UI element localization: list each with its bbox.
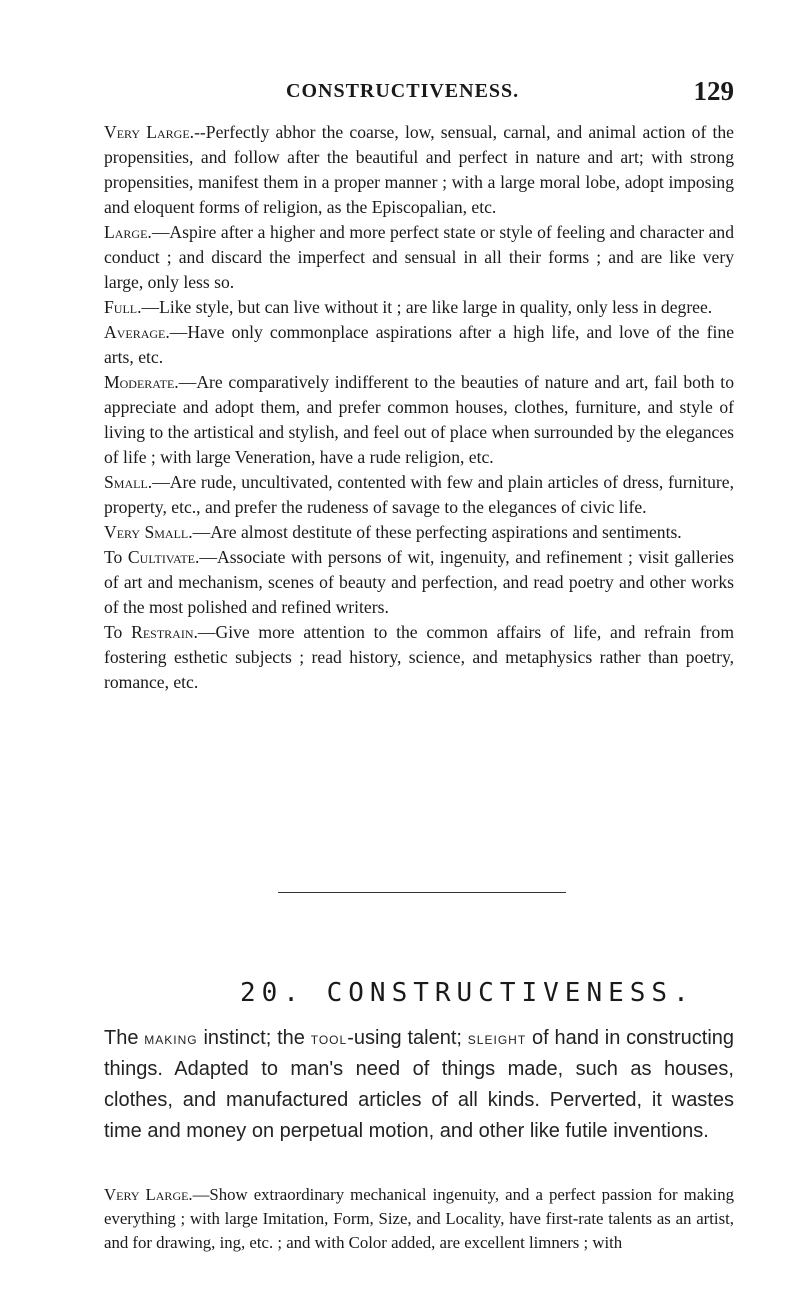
intro-text: instinct; the bbox=[197, 1027, 311, 1049]
entry-label: Restrain. bbox=[131, 622, 198, 642]
entry-text: —Aspire after a higher and more perfect state or style of feeling and character and conduct ; and discard the imperfect and sensual in all their forms ; and are like very large, only less so. bbox=[104, 222, 734, 292]
entry-large bbox=[104, 220, 734, 295]
entry-very-small bbox=[104, 520, 734, 545]
intro-keyword: making bbox=[144, 1029, 198, 1048]
entry-text: —Have only commonplace aspirations after a high life, and love of the fine arts, etc. bbox=[104, 322, 734, 367]
entry-very-large bbox=[104, 120, 734, 220]
entry-label: Large. bbox=[104, 222, 152, 242]
entry-label-prefix: To bbox=[104, 547, 128, 567]
entry-label: Small. bbox=[104, 472, 153, 492]
intro-keyword: sleight bbox=[467, 1029, 527, 1048]
entry-very-large bbox=[104, 1183, 734, 1255]
entry-label: Very Large. bbox=[104, 122, 195, 142]
entry-text: —Are rude, uncultivated, contented with few and plain articles of dress, furniture, property, etc., and prefer the rudeness of savage to the elegances of civic life. bbox=[104, 472, 734, 517]
entry-text: —Are almost destitute of these perfecting aspirations and sentiments. bbox=[192, 522, 682, 542]
entry-label: Average. bbox=[104, 322, 170, 342]
entry-text: —Associate with persons of wit, ingenuity, and refinement ; visit galleries of art and mechanism, scenes of beauty and perfection, and read poetry and other works of the most polished and refined writers. bbox=[104, 547, 735, 617]
entry-label: Full. bbox=[104, 297, 142, 317]
entry-label: Very Large. bbox=[104, 1185, 193, 1204]
ideality-entries bbox=[104, 120, 734, 695]
running-head bbox=[104, 76, 734, 106]
entry-text: —Give more attention to the common affairs of life, and refrain from fostering esthetic subjects ; read history, science, and metaphysics rather than poetry, romance, etc. bbox=[104, 622, 734, 692]
entry-label: Moderate. bbox=[104, 372, 179, 392]
intro-text: -using talent; bbox=[347, 1027, 468, 1049]
intro-paragraph bbox=[104, 1023, 734, 1147]
constructiveness-entries bbox=[104, 1183, 734, 1255]
entry-average bbox=[104, 320, 734, 370]
intro-text: The bbox=[104, 1027, 145, 1049]
entry-text: —Are comparatively indifferent to the beauties of nature and art, fail both to appreciate and adopt them, and prefer common houses, clothes, furniture, and style of living to the artistical and stylish, and feel out of place when surrounded by the elegances of life ; with large Veneration, have a rude religion, etc. bbox=[104, 372, 734, 467]
entry-small bbox=[104, 470, 734, 520]
entry-label: Very Small. bbox=[104, 522, 193, 542]
entry-label: Cultivate. bbox=[127, 547, 200, 567]
running-title: CONSTRUCTIVENESS. bbox=[286, 80, 520, 102]
section-divider bbox=[278, 892, 566, 893]
entry-moderate bbox=[104, 370, 734, 470]
entry-label-prefix: To bbox=[104, 622, 132, 642]
intro-keyword: tool bbox=[310, 1029, 348, 1048]
entry-text: —Show extraordinary mechanical ingenuity, and a perfect passion for making everything ; with large Imitation, Form, Size, and Locality, have first-rate talents as an artist, and for drawing, ing, etc. ; and with Color added, are excellent limners ; with bbox=[104, 1185, 734, 1252]
entry-full bbox=[104, 295, 734, 320]
entry-text: --Perfectly abhor the coarse, low, sensual, carnal, and animal action of the propensities, and follow after the beautiful and perfect in nature and art; with strong propensities, manifest them in a proper manner ; with a large moral lobe, adopt imposing and eloquent forms of religion, as the Episcopalian, etc. bbox=[104, 122, 734, 217]
section-intro bbox=[104, 1023, 734, 1147]
section-heading: 20. CONSTRUCTIVENESS. bbox=[240, 978, 695, 1008]
entry-cultivate bbox=[104, 545, 734, 620]
page-number: 129 bbox=[693, 76, 734, 106]
entry-text: —Like style, but can live without it ; are like large in quality, only less in degree. bbox=[141, 297, 713, 317]
entry-restrain bbox=[104, 620, 734, 695]
intro-text: of hand in constructing things. Adapted to man's need of things made, such as houses, clothes, and manufactured articles of all kinds. Perverted, it wastes time and money on perpetual motion, and other like futile inventions. bbox=[104, 1027, 735, 1142]
